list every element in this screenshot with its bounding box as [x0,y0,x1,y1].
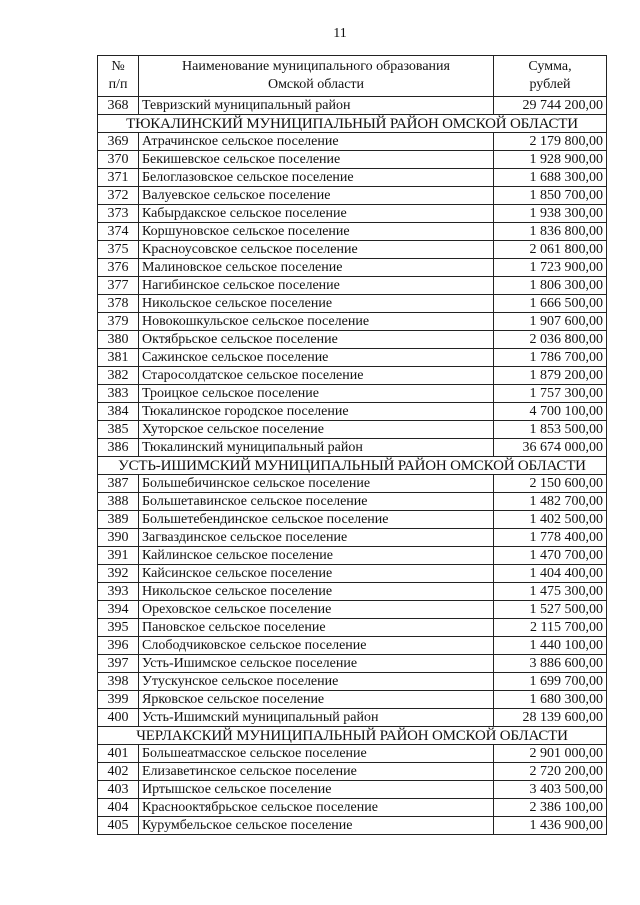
row-number: 375 [98,241,139,259]
table-row [98,97,607,115]
municipality-name: Слободчиковское сельское поселение [139,637,494,655]
table-row [98,673,607,691]
row-number: 402 [98,763,139,781]
row-number: 379 [98,313,139,331]
amount-rubles: 1 470 700,00 [494,547,607,565]
table-row [98,691,607,709]
section-title: УСТЬ-ИШИМСКИЙ МУНИЦИПАЛЬНЫЙ РАЙОН ОМСКОЙ ОБЛАСТИ [98,457,607,475]
row-number: 391 [98,547,139,565]
municipality-name: Красноусовское сельское поселение [139,241,494,259]
municipality-name: Хуторское сельское поселение [139,421,494,439]
amount-rubles: 2 901 000,00 [494,745,607,763]
amount-rubles: 2 036 800,00 [494,331,607,349]
table-row [98,151,607,169]
municipality-name: Большетебендинское сельское поселение [139,511,494,529]
row-number: 388 [98,493,139,511]
row-number: 399 [98,691,139,709]
municipality-name: Усть-Ишимское сельское поселение [139,655,494,673]
municipality-name: Сажинское сельское поселение [139,349,494,367]
row-number: 372 [98,187,139,205]
row-number: 386 [98,439,139,457]
amount-rubles: 2 115 700,00 [494,619,607,637]
municipality-name: Старосолдатское сельское поселение [139,367,494,385]
row-number: 394 [98,601,139,619]
header-sum-line2: рублей [529,77,571,92]
amount-rubles: 2 179 800,00 [494,133,607,151]
municipality-name: Кайлинское сельское поселение [139,547,494,565]
row-number: 398 [98,673,139,691]
municipality-name: Кабырдакское сельское поселение [139,205,494,223]
amount-rubles: 1 475 300,00 [494,583,607,601]
municipality-name: Тюкалинский муниципальный район [139,439,494,457]
table-row [98,709,607,727]
row-number: 390 [98,529,139,547]
row-number: 370 [98,151,139,169]
header-sum [494,56,607,97]
municipality-name: Никольское сельское поселение [139,295,494,313]
municipality-name: Кайсинское сельское поселение [139,565,494,583]
municipality-name: Усть-Ишимский муниципальный район [139,709,494,727]
table-row [98,799,607,817]
table-row [98,601,607,619]
municipality-name: Валуевское сельское поселение [139,187,494,205]
amount-rubles: 1 907 600,00 [494,313,607,331]
municipality-name: Елизаветинское сельское поселение [139,763,494,781]
table-row [98,259,607,277]
municipality-name: Малиновское сельское поселение [139,259,494,277]
amount-rubles: 1 482 700,00 [494,493,607,511]
municipality-name: Большеатмасское сельское поселение [139,745,494,763]
municipality-name: Белоглазовское сельское поселение [139,169,494,187]
table-row [98,565,607,583]
amount-rubles: 1 928 900,00 [494,151,607,169]
municipality-name: Большетавинское сельское поселение [139,493,494,511]
municipality-name: Никольское сельское поселение [139,583,494,601]
table-header-row [98,56,607,97]
amount-rubles: 2 150 600,00 [494,475,607,493]
row-number: 405 [98,817,139,835]
header-number [98,56,139,97]
table-row [98,313,607,331]
municipality-name: Ореховское сельское поселение [139,601,494,619]
amount-rubles: 36 674 000,00 [494,439,607,457]
row-number: 393 [98,583,139,601]
section-title: ТЮКАЛИНСКИЙ МУНИЦИПАЛЬНЫЙ РАЙОН ОМСКОЙ ОБЛАСТИ [98,115,607,133]
municipality-name: Иртышское сельское поселение [139,781,494,799]
table-row [98,169,607,187]
row-number: 389 [98,511,139,529]
row-number: 383 [98,385,139,403]
table-row [98,781,607,799]
section-header-row [98,727,607,745]
header-name-line1: Наименование муниципального образования [182,59,450,74]
amount-rubles: 1 527 500,00 [494,601,607,619]
table-row [98,277,607,295]
table-row [98,475,607,493]
table-row [98,187,607,205]
amount-rubles: 1 688 300,00 [494,169,607,187]
amount-rubles: 1 879 200,00 [494,367,607,385]
table-row [98,385,607,403]
table-row [98,511,607,529]
row-number: 369 [98,133,139,151]
table-body [98,97,607,835]
table-row [98,547,607,565]
amount-rubles: 1 836 800,00 [494,223,607,241]
table-row [98,403,607,421]
amount-rubles: 1 404 400,00 [494,565,607,583]
row-number: 400 [98,709,139,727]
amount-rubles: 1 850 700,00 [494,187,607,205]
row-number: 403 [98,781,139,799]
row-number: 396 [98,637,139,655]
table-row [98,421,607,439]
table-row [98,493,607,511]
row-number: 382 [98,367,139,385]
table-row [98,295,607,313]
amount-rubles: 1 778 400,00 [494,529,607,547]
amount-rubles: 1 402 500,00 [494,511,607,529]
section-header-row [98,115,607,133]
row-number: 377 [98,277,139,295]
header-name [139,56,494,97]
amount-rubles: 1 806 300,00 [494,277,607,295]
amount-rubles: 1 786 700,00 [494,349,607,367]
row-number: 404 [98,799,139,817]
amount-rubles: 3 403 500,00 [494,781,607,799]
page-number: 11 [333,26,347,41]
table-row [98,205,607,223]
municipality-name: Тюкалинское городское поселение [139,403,494,421]
row-number: 381 [98,349,139,367]
municipality-name: Загваздинское сельское поселение [139,529,494,547]
section-title: ЧЕРЛАКСКИЙ МУНИЦИПАЛЬНЫЙ РАЙОН ОМСКОЙ ОБЛАСТИ [98,727,607,745]
amount-rubles: 1 938 300,00 [494,205,607,223]
header-sum-line1: Сумма, [528,59,572,74]
row-number: 387 [98,475,139,493]
municipality-name: Октябрьское сельское поселение [139,331,494,349]
amount-rubles: 1 436 900,00 [494,817,607,835]
row-number: 401 [98,745,139,763]
row-number: 385 [98,421,139,439]
municipality-name: Тевризский муниципальный район [139,97,494,115]
table-row [98,817,607,835]
table-row [98,763,607,781]
table-row [98,241,607,259]
municipality-name: Утускунское сельское поселение [139,673,494,691]
table-row [98,583,607,601]
row-number: 373 [98,205,139,223]
municipality-name: Ярковское сельское поселение [139,691,494,709]
municipality-name: Троицкое сельское поселение [139,385,494,403]
municipality-name: Атрачинское сельское поселение [139,133,494,151]
municipality-name: Бекишевское сельское поселение [139,151,494,169]
table-row [98,529,607,547]
row-number: 368 [98,97,139,115]
header-name-line2: Омской области [267,77,365,92]
row-number: 378 [98,295,139,313]
amount-rubles: 1 723 900,00 [494,259,607,277]
row-number: 395 [98,619,139,637]
section-header-row [98,457,607,475]
municipality-name: Нагибинское сельское поселение [139,277,494,295]
amount-rubles: 28 139 600,00 [494,709,607,727]
table-row [98,637,607,655]
amount-rubles: 1 757 300,00 [494,385,607,403]
table-row [98,133,607,151]
amount-rubles: 1 666 500,00 [494,295,607,313]
table-row [98,223,607,241]
header-number-line2: п/п [108,77,128,92]
municipality-name: Большебичинское сельское поселение [139,475,494,493]
row-number: 376 [98,259,139,277]
table-row [98,439,607,457]
row-number: 384 [98,403,139,421]
municipality-name: Пановское сельское поселение [139,619,494,637]
table-row [98,331,607,349]
amount-rubles: 2 061 800,00 [494,241,607,259]
amount-rubles: 1 853 500,00 [494,421,607,439]
amount-rubles: 1 440 100,00 [494,637,607,655]
amount-rubles: 1 680 300,00 [494,691,607,709]
table-row [98,367,607,385]
amount-rubles: 2 720 200,00 [494,763,607,781]
table-row [98,655,607,673]
municipality-name: Краснооктябрьское сельское поселение [139,799,494,817]
amount-rubles: 29 744 200,00 [494,97,607,115]
table-row [98,349,607,367]
allocation-table [97,55,607,835]
amount-rubles: 3 886 600,00 [494,655,607,673]
municipality-name: Новокошкульское сельское поселение [139,313,494,331]
row-number: 397 [98,655,139,673]
table-row [98,745,607,763]
header-number-line1: № [111,59,125,74]
municipality-name: Курумбельское сельское поселение [139,817,494,835]
row-number: 374 [98,223,139,241]
table-row [98,619,607,637]
municipality-name: Коршуновское сельское поселение [139,223,494,241]
row-number: 392 [98,565,139,583]
amount-rubles: 2 386 100,00 [494,799,607,817]
row-number: 371 [98,169,139,187]
row-number: 380 [98,331,139,349]
amount-rubles: 4 700 100,00 [494,403,607,421]
amount-rubles: 1 699 700,00 [494,673,607,691]
